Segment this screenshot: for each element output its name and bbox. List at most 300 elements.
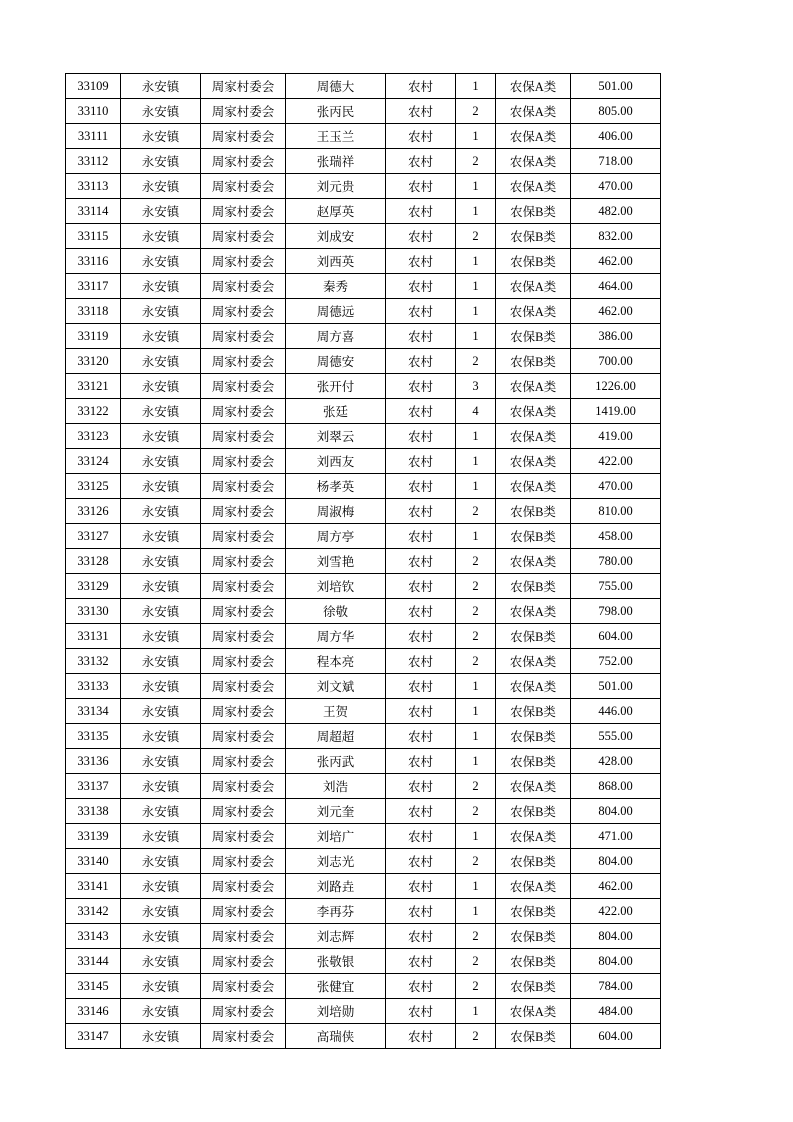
- cell-id: 33114: [66, 199, 121, 224]
- cell-person-name: 张瑞祥: [286, 149, 386, 174]
- cell-id: 33145: [66, 974, 121, 999]
- cell-id: 33147: [66, 1024, 121, 1049]
- cell-person-name: 周德安: [286, 349, 386, 374]
- cell-village-committee: 周家村委会: [201, 399, 286, 424]
- cell-id: 33135: [66, 724, 121, 749]
- cell-insurance-category: 农保A类: [496, 824, 571, 849]
- cell-person-name: 秦秀: [286, 274, 386, 299]
- cell-residence-type: 农村: [386, 974, 456, 999]
- cell-person-count: 1: [456, 724, 496, 749]
- cell-residence-type: 农村: [386, 849, 456, 874]
- cell-insurance-category: 农保B类: [496, 499, 571, 524]
- cell-town: 永安镇: [121, 974, 201, 999]
- cell-residence-type: 农村: [386, 574, 456, 599]
- cell-residence-type: 农村: [386, 324, 456, 349]
- cell-amount: 804.00: [571, 849, 661, 874]
- cell-person-name: 刘培勋: [286, 999, 386, 1024]
- cell-village-committee: 周家村委会: [201, 149, 286, 174]
- cell-residence-type: 农村: [386, 699, 456, 724]
- cell-village-committee: 周家村委会: [201, 799, 286, 824]
- cell-amount: 868.00: [571, 774, 661, 799]
- cell-amount: 419.00: [571, 424, 661, 449]
- cell-person-count: 1: [456, 874, 496, 899]
- cell-person-name: 高瑞侠: [286, 1024, 386, 1049]
- cell-id: 33142: [66, 899, 121, 924]
- table-row: [66, 974, 661, 999]
- cell-town: 永安镇: [121, 349, 201, 374]
- cell-id: 33141: [66, 874, 121, 899]
- table-row: [66, 874, 661, 899]
- cell-town: 永安镇: [121, 74, 201, 99]
- cell-person-name: 周方喜: [286, 324, 386, 349]
- cell-id: 33131: [66, 624, 121, 649]
- cell-town: 永安镇: [121, 799, 201, 824]
- cell-village-committee: 周家村委会: [201, 299, 286, 324]
- table-row: [66, 274, 661, 299]
- cell-insurance-category: 农保B类: [496, 974, 571, 999]
- table-row: [66, 399, 661, 424]
- cell-residence-type: 农村: [386, 549, 456, 574]
- cell-person-count: 2: [456, 974, 496, 999]
- table-row: [66, 1024, 661, 1049]
- cell-id: 33136: [66, 749, 121, 774]
- cell-town: 永安镇: [121, 649, 201, 674]
- cell-village-committee: 周家村委会: [201, 674, 286, 699]
- cell-person-name: 程本亮: [286, 649, 386, 674]
- cell-id: 33134: [66, 699, 121, 724]
- cell-id: 33117: [66, 274, 121, 299]
- cell-village-committee: 周家村委会: [201, 474, 286, 499]
- cell-amount: 804.00: [571, 924, 661, 949]
- table-row: [66, 99, 661, 124]
- cell-person-count: 2: [456, 99, 496, 124]
- cell-insurance-category: 农保A类: [496, 274, 571, 299]
- cell-amount: 422.00: [571, 449, 661, 474]
- cell-person-name: 刘雪艳: [286, 549, 386, 574]
- cell-village-committee: 周家村委会: [201, 1024, 286, 1049]
- cell-village-committee: 周家村委会: [201, 449, 286, 474]
- cell-person-count: 1: [456, 699, 496, 724]
- cell-person-name: 徐敬: [286, 599, 386, 624]
- cell-town: 永安镇: [121, 1024, 201, 1049]
- cell-person-count: 2: [456, 349, 496, 374]
- cell-person-count: 2: [456, 949, 496, 974]
- cell-amount: 464.00: [571, 274, 661, 299]
- cell-insurance-category: 农保B类: [496, 524, 571, 549]
- cell-village-committee: 周家村委会: [201, 274, 286, 299]
- cell-insurance-category: 农保B类: [496, 749, 571, 774]
- cell-residence-type: 农村: [386, 349, 456, 374]
- cell-amount: 832.00: [571, 224, 661, 249]
- cell-id: 33132: [66, 649, 121, 674]
- cell-person-name: 刘西英: [286, 249, 386, 274]
- cell-insurance-category: 农保A类: [496, 549, 571, 574]
- cell-person-count: 2: [456, 599, 496, 624]
- cell-town: 永安镇: [121, 199, 201, 224]
- cell-person-count: 2: [456, 649, 496, 674]
- cell-town: 永安镇: [121, 124, 201, 149]
- cell-village-committee: 周家村委会: [201, 174, 286, 199]
- table-row: [66, 599, 661, 624]
- cell-residence-type: 农村: [386, 449, 456, 474]
- cell-village-committee: 周家村委会: [201, 624, 286, 649]
- cell-town: 永安镇: [121, 949, 201, 974]
- cell-residence-type: 农村: [386, 899, 456, 924]
- cell-residence-type: 农村: [386, 74, 456, 99]
- table-row: [66, 199, 661, 224]
- cell-town: 永安镇: [121, 749, 201, 774]
- cell-residence-type: 农村: [386, 774, 456, 799]
- cell-village-committee: 周家村委会: [201, 549, 286, 574]
- cell-insurance-category: 农保B类: [496, 324, 571, 349]
- cell-town: 永安镇: [121, 299, 201, 324]
- insurance-payment-table: [65, 73, 661, 1049]
- table-row: [66, 424, 661, 449]
- cell-id: 33121: [66, 374, 121, 399]
- cell-insurance-category: 农保B类: [496, 799, 571, 824]
- cell-town: 永安镇: [121, 99, 201, 124]
- table-row: [66, 324, 661, 349]
- cell-residence-type: 农村: [386, 749, 456, 774]
- cell-residence-type: 农村: [386, 999, 456, 1024]
- cell-id: 33144: [66, 949, 121, 974]
- cell-village-committee: 周家村委会: [201, 924, 286, 949]
- cell-insurance-category: 农保B类: [496, 1024, 571, 1049]
- cell-village-committee: 周家村委会: [201, 874, 286, 899]
- cell-insurance-category: 农保B类: [496, 924, 571, 949]
- cell-amount: 406.00: [571, 124, 661, 149]
- cell-town: 永安镇: [121, 474, 201, 499]
- cell-town: 永安镇: [121, 599, 201, 624]
- cell-residence-type: 农村: [386, 824, 456, 849]
- cell-person-count: 1: [456, 749, 496, 774]
- cell-residence-type: 农村: [386, 499, 456, 524]
- cell-village-committee: 周家村委会: [201, 424, 286, 449]
- table-row: [66, 749, 661, 774]
- cell-village-committee: 周家村委会: [201, 774, 286, 799]
- cell-village-committee: 周家村委会: [201, 824, 286, 849]
- cell-amount: 555.00: [571, 724, 661, 749]
- cell-amount: 482.00: [571, 199, 661, 224]
- cell-insurance-category: 农保A类: [496, 174, 571, 199]
- cell-amount: 1226.00: [571, 374, 661, 399]
- table-row: [66, 474, 661, 499]
- cell-person-count: 2: [456, 499, 496, 524]
- table-row: [66, 524, 661, 549]
- cell-town: 永安镇: [121, 249, 201, 274]
- cell-village-committee: 周家村委会: [201, 849, 286, 874]
- cell-insurance-category: 农保A类: [496, 999, 571, 1024]
- cell-amount: 718.00: [571, 149, 661, 174]
- cell-insurance-category: 农保A类: [496, 74, 571, 99]
- cell-residence-type: 农村: [386, 649, 456, 674]
- cell-person-count: 2: [456, 549, 496, 574]
- cell-town: 永安镇: [121, 899, 201, 924]
- cell-person-name: 赵厚英: [286, 199, 386, 224]
- cell-residence-type: 农村: [386, 674, 456, 699]
- cell-person-count: 2: [456, 924, 496, 949]
- cell-residence-type: 农村: [386, 1024, 456, 1049]
- cell-residence-type: 农村: [386, 249, 456, 274]
- cell-amount: 422.00: [571, 899, 661, 924]
- cell-id: 33109: [66, 74, 121, 99]
- cell-town: 永安镇: [121, 924, 201, 949]
- cell-town: 永安镇: [121, 449, 201, 474]
- cell-person-name: 张开付: [286, 374, 386, 399]
- cell-village-committee: 周家村委会: [201, 899, 286, 924]
- cell-person-count: 2: [456, 574, 496, 599]
- cell-town: 永安镇: [121, 774, 201, 799]
- cell-insurance-category: 农保A类: [496, 299, 571, 324]
- cell-village-committee: 周家村委会: [201, 249, 286, 274]
- cell-person-name: 周方华: [286, 624, 386, 649]
- cell-residence-type: 农村: [386, 424, 456, 449]
- table-row: [66, 849, 661, 874]
- cell-person-name: 刘路垚: [286, 874, 386, 899]
- cell-person-name: 杨孝英: [286, 474, 386, 499]
- cell-amount: 752.00: [571, 649, 661, 674]
- cell-insurance-category: 农保B类: [496, 899, 571, 924]
- cell-person-count: 1: [456, 324, 496, 349]
- cell-person-count: 1: [456, 524, 496, 549]
- table-row: [66, 249, 661, 274]
- cell-village-committee: 周家村委会: [201, 224, 286, 249]
- cell-person-name: 王贺: [286, 699, 386, 724]
- cell-person-name: 刘志光: [286, 849, 386, 874]
- cell-id: 33137: [66, 774, 121, 799]
- cell-insurance-category: 农保A类: [496, 124, 571, 149]
- table-row: [66, 999, 661, 1024]
- table-row: [66, 949, 661, 974]
- cell-amount: 700.00: [571, 349, 661, 374]
- cell-id: 33126: [66, 499, 121, 524]
- cell-person-name: 王玉兰: [286, 124, 386, 149]
- cell-amount: 471.00: [571, 824, 661, 849]
- cell-insurance-category: 农保B类: [496, 699, 571, 724]
- cell-insurance-category: 农保A类: [496, 99, 571, 124]
- cell-town: 永安镇: [121, 674, 201, 699]
- cell-amount: 804.00: [571, 799, 661, 824]
- table-row: [66, 374, 661, 399]
- cell-person-count: 2: [456, 799, 496, 824]
- cell-person-count: 1: [456, 249, 496, 274]
- cell-id: 33138: [66, 799, 121, 824]
- cell-person-name: 刘志辉: [286, 924, 386, 949]
- cell-id: 33128: [66, 549, 121, 574]
- cell-village-committee: 周家村委会: [201, 574, 286, 599]
- table-row: [66, 574, 661, 599]
- cell-person-name: 刘培广: [286, 824, 386, 849]
- cell-village-committee: 周家村委会: [201, 499, 286, 524]
- cell-id: 33115: [66, 224, 121, 249]
- cell-village-committee: 周家村委会: [201, 374, 286, 399]
- cell-village-committee: 周家村委会: [201, 74, 286, 99]
- cell-person-count: 1: [456, 274, 496, 299]
- cell-amount: 458.00: [571, 524, 661, 549]
- table-row: [66, 924, 661, 949]
- cell-insurance-category: 农保B类: [496, 249, 571, 274]
- cell-amount: 755.00: [571, 574, 661, 599]
- cell-person-count: 2: [456, 849, 496, 874]
- cell-village-committee: 周家村委会: [201, 999, 286, 1024]
- cell-id: 33124: [66, 449, 121, 474]
- cell-village-committee: 周家村委会: [201, 649, 286, 674]
- cell-village-committee: 周家村委会: [201, 949, 286, 974]
- cell-person-count: 1: [456, 124, 496, 149]
- table-body: [66, 74, 661, 1049]
- cell-village-committee: 周家村委会: [201, 524, 286, 549]
- cell-town: 永安镇: [121, 724, 201, 749]
- table-row: [66, 124, 661, 149]
- cell-residence-type: 农村: [386, 174, 456, 199]
- cell-insurance-category: 农保B类: [496, 724, 571, 749]
- table-row: [66, 824, 661, 849]
- cell-person-name: 周超超: [286, 724, 386, 749]
- cell-town: 永安镇: [121, 424, 201, 449]
- cell-amount: 470.00: [571, 174, 661, 199]
- cell-id: 33118: [66, 299, 121, 324]
- cell-insurance-category: 农保B类: [496, 199, 571, 224]
- cell-residence-type: 农村: [386, 374, 456, 399]
- cell-town: 永安镇: [121, 374, 201, 399]
- cell-id: 33129: [66, 574, 121, 599]
- cell-insurance-category: 农保A类: [496, 774, 571, 799]
- cell-person-count: 1: [456, 174, 496, 199]
- cell-person-name: 刘元贵: [286, 174, 386, 199]
- cell-insurance-category: 农保A类: [496, 149, 571, 174]
- cell-amount: 604.00: [571, 624, 661, 649]
- cell-residence-type: 农村: [386, 299, 456, 324]
- cell-person-count: 1: [456, 449, 496, 474]
- cell-person-name: 刘成安: [286, 224, 386, 249]
- cell-residence-type: 农村: [386, 274, 456, 299]
- cell-amount: 446.00: [571, 699, 661, 724]
- cell-amount: 805.00: [571, 99, 661, 124]
- table-row: [66, 449, 661, 474]
- table-row: [66, 299, 661, 324]
- cell-id: 33120: [66, 349, 121, 374]
- cell-town: 永安镇: [121, 499, 201, 524]
- cell-village-committee: 周家村委会: [201, 99, 286, 124]
- cell-town: 永安镇: [121, 149, 201, 174]
- table-row: [66, 349, 661, 374]
- cell-insurance-category: 农保A类: [496, 674, 571, 699]
- cell-amount: 462.00: [571, 249, 661, 274]
- cell-amount: 462.00: [571, 874, 661, 899]
- cell-amount: 784.00: [571, 974, 661, 999]
- table-row: [66, 724, 661, 749]
- cell-insurance-category: 农保A类: [496, 399, 571, 424]
- cell-insurance-category: 农保A类: [496, 649, 571, 674]
- cell-insurance-category: 农保A类: [496, 874, 571, 899]
- cell-town: 永安镇: [121, 324, 201, 349]
- cell-town: 永安镇: [121, 849, 201, 874]
- cell-person-name: 刘西友: [286, 449, 386, 474]
- cell-id: 33127: [66, 524, 121, 549]
- table-row: [66, 624, 661, 649]
- cell-amount: 501.00: [571, 74, 661, 99]
- cell-village-committee: 周家村委会: [201, 124, 286, 149]
- cell-village-committee: 周家村委会: [201, 599, 286, 624]
- cell-town: 永安镇: [121, 824, 201, 849]
- cell-village-committee: 周家村委会: [201, 749, 286, 774]
- cell-id: 33130: [66, 599, 121, 624]
- cell-id: 33139: [66, 824, 121, 849]
- cell-residence-type: 农村: [386, 874, 456, 899]
- cell-person-name: 周德远: [286, 299, 386, 324]
- cell-amount: 501.00: [571, 674, 661, 699]
- table-row: [66, 699, 661, 724]
- cell-residence-type: 农村: [386, 199, 456, 224]
- cell-insurance-category: 农保A类: [496, 474, 571, 499]
- cell-person-name: 李再芬: [286, 899, 386, 924]
- cell-residence-type: 农村: [386, 149, 456, 174]
- cell-person-count: 2: [456, 624, 496, 649]
- cell-residence-type: 农村: [386, 124, 456, 149]
- table-row: [66, 649, 661, 674]
- cell-amount: 386.00: [571, 324, 661, 349]
- cell-person-count: 1: [456, 199, 496, 224]
- cell-person-count: 1: [456, 74, 496, 99]
- cell-residence-type: 农村: [386, 724, 456, 749]
- cell-person-count: 1: [456, 674, 496, 699]
- cell-town: 永安镇: [121, 574, 201, 599]
- cell-person-count: 1: [456, 824, 496, 849]
- cell-person-count: 2: [456, 224, 496, 249]
- cell-person-count: 1: [456, 999, 496, 1024]
- cell-insurance-category: 农保B类: [496, 849, 571, 874]
- table-row: [66, 174, 661, 199]
- cell-id: 33116: [66, 249, 121, 274]
- cell-person-name: 张丙武: [286, 749, 386, 774]
- cell-amount: 428.00: [571, 749, 661, 774]
- cell-village-committee: 周家村委会: [201, 699, 286, 724]
- cell-insurance-category: 农保B类: [496, 624, 571, 649]
- cell-town: 永安镇: [121, 224, 201, 249]
- cell-insurance-category: 农保A类: [496, 374, 571, 399]
- cell-amount: 798.00: [571, 599, 661, 624]
- table-row: [66, 674, 661, 699]
- table-row: [66, 149, 661, 174]
- table-row: [66, 799, 661, 824]
- cell-residence-type: 农村: [386, 949, 456, 974]
- cell-id: 33123: [66, 424, 121, 449]
- cell-town: 永安镇: [121, 699, 201, 724]
- cell-amount: 780.00: [571, 549, 661, 574]
- cell-residence-type: 农村: [386, 99, 456, 124]
- cell-person-name: 刘元奎: [286, 799, 386, 824]
- cell-person-count: 2: [456, 149, 496, 174]
- cell-amount: 804.00: [571, 949, 661, 974]
- cell-village-committee: 周家村委会: [201, 724, 286, 749]
- cell-id: 33110: [66, 99, 121, 124]
- table-row: [66, 774, 661, 799]
- cell-id: 33119: [66, 324, 121, 349]
- cell-id: 33140: [66, 849, 121, 874]
- cell-person-count: 1: [456, 424, 496, 449]
- cell-person-name: 张健宜: [286, 974, 386, 999]
- cell-id: 33133: [66, 674, 121, 699]
- cell-residence-type: 农村: [386, 799, 456, 824]
- cell-amount: 1419.00: [571, 399, 661, 424]
- cell-person-name: 刘文斌: [286, 674, 386, 699]
- cell-insurance-category: 农保A类: [496, 599, 571, 624]
- cell-id: 33113: [66, 174, 121, 199]
- cell-village-committee: 周家村委会: [201, 324, 286, 349]
- cell-residence-type: 农村: [386, 924, 456, 949]
- cell-person-name: 周淑梅: [286, 499, 386, 524]
- cell-amount: 470.00: [571, 474, 661, 499]
